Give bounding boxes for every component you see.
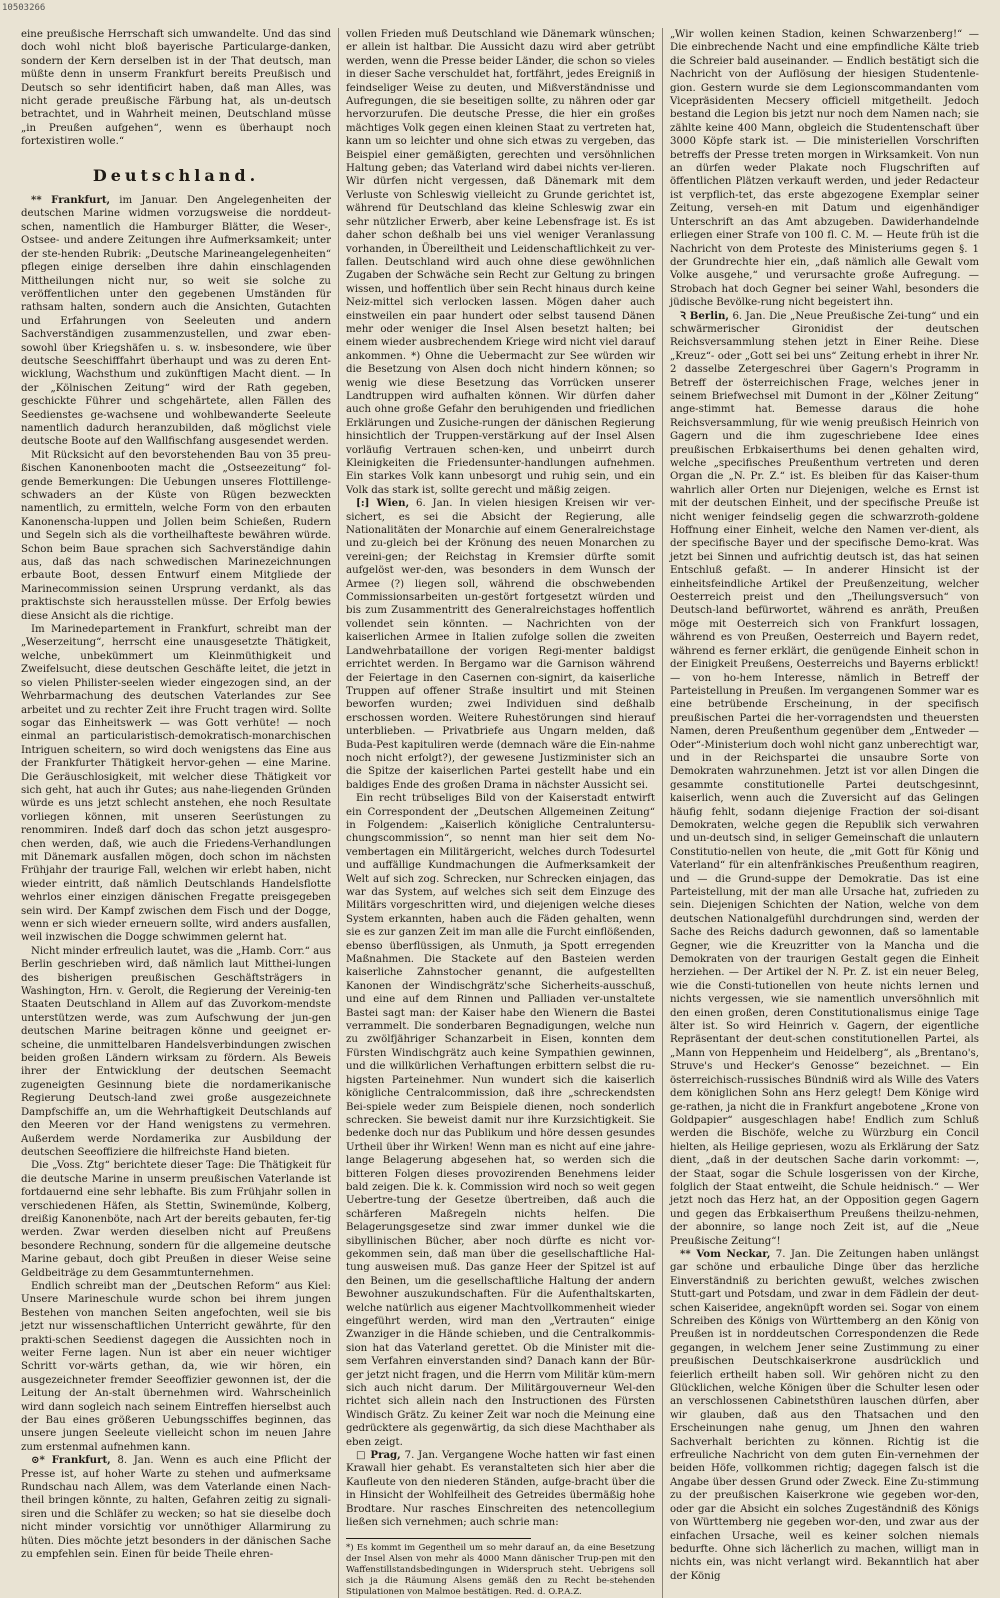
article-continuation: vollen Frieden muß Deutschland wie Dänemark wünschen; er allein ist haltbar. Die Aussicht dazu wird aber getrübt werden, wenn die Presse beider Länder, die schon so vieles in dieser Sache verschuldet hat, fortfährt, jedes Ereigniß in feindseliger Weise zu deuten, und Mißverständnisse und Aufregungen, die sie beseitigen sollte, zu nähren oder gar hervorzurufen. Die deutsche Presse, die hier ein großes mächtiges Volk gegen einen kleinen Staat zu vertreten hat, kann um so leichter und ohne sich etwas zu vergeben, das Beispiel einer gemäßigten, gerechten und versöhnlichen Haltung geben; das Vaterland wird dabei nichts ver-lieren. Wir dürfen nicht vergessen, daß Dänemark mit dem Verluste von Schleswig vielleicht zu Grunde gerichtet ist, während für Deutschland das kleine Schleswig zwar ein sehr nützlicher Erwerb, aber keine Lebensfrage ist. Es ist daher schon deßhalb bei uns viel weniger Veranlassung vorhanden, in Übereiltheit und Leidenschaftlichkeit zu ver-fallen. Deutschland wird auch ohne diese gewöhnlichen Zugaben der Schwäche sein Recht zur Geltung zu bringen wissen, und hoffentlich über sein Recht hinaus durch keine Neiz-mittel sich verlocken lassen. Mögen daher auch einstweilen ein paar hundert oder selbst tausend Dänen mehr oder weniger die Insel Alsen besetzt halten; bei einem wieder ausbrechendem Kriege wird nicht viel darauf ankommen. *) Ohne die Uebermacht zur See würden wir die Besetzung von Alsen doch nicht hindern können; so wenig wie diese Besetzung das Vorrücken unserer Landtruppen wird aufhalten können. Wir dürfen daher auch ohne große Gefahr den beruhigenden und friedlichen Erklärungen und Zusiche-rungen der dänischen Regierung hinsichtlich der Truppen-verstärkung auf der Insel Alsen vorläufig Vertrauen schen-ken, und unbeirrt durch Kleinigkeiten die Friedensunter-handlungen aufnehmen. Ein starkes Volk kann unbesorgt und ruhig sein, und ein Volk das stark ist, sollte gerecht und mäßig zeigen. (346, 29, 655, 496)
article-text: 8. Jan. Wenn es auch eine Pflicht der Presse ist, auf hoher Warte zu stehen und aufmerksame Rundschau nach Allem, was dem Vaterlande einen Nach-theil bringen könnte, zu halten, Gefahren zeitig zu signali-siren und die Schläfer zu wecken; so hat sie dieselbe doch nicht minder vorsichtig vor unnöthiger Allarmirung zu hüten. Dies möchte jetzt besonders in der dänischen Sache zu empfehlen sein. Einen für beide Theile ehren- (21, 1455, 331, 1561)
dateline: □ Prag, (356, 1449, 401, 1462)
dateline: ⊙* Frankfurt, (31, 1454, 111, 1467)
paragraph: Im Marinedepartement in Frankfurt, schreibt man der „Weserzeitung“, herrscht eine unausgesetzte Thätigkeit, welche, unbekümmert um Kleinmüthigkeit und Zweifelsucht, diese deutschen Geschäfte leitet, die jetzt in so vielen Philister-seelen wieder eingezogen sind, an der Wehrbarmachung des deutschen Vaterlandes zur See arbeitet und zu rechter Zeit ihre Frucht tragen wird. Sollte sogar das Einheitswerk — was Gott verhüte! — noch einmal an particularistisch-demokratisch-monarchischen Intriguen scheitern, so wird doch wenigstens das Eine aus der Frankfurter Thätigkeit hervor-gehen — eine Marine. Die Geräuschlosigkeit, mit welcher diese Thätigkeit vor sich geht, hat auch ihr Gutes; aus nahe-liegenden Gründen würde es uns jetzt schlecht anstehen, ehe noch Resultate vorliegen können, mit unseren Seerüstungen zu renommiren. Indeß darf doch das schon jetzt ausgespro-chen werden, daß, wie auch die Friedens-Verhandlungen mit Dänemark ausfallen mögen, doch schon im nächsten Frühjahr der traurige Fall, welchen wir erlebt haben, nicht wieder eintritt, daß nämlich Deutschlands Handelsflotte wehrlos einer einzigen dänischen Fregatte preisgegeben sein wird. Der Kampf zwischen dem Fisch und der Dogge, wenn er sich wieder erneuern sollte, wird anders ausfallen, weil inzwischen die Dogge schwimmen gelernt hat. (21, 624, 331, 944)
dateline: ** Vom Neckar, (680, 1247, 771, 1260)
article-neckar (670, 1248, 979, 1583)
section-heading (21, 165, 331, 185)
column-2 (338, 28, 662, 1598)
dateline: ** Frankfurt, (31, 194, 111, 207)
paragraph: Mit Rücksicht auf den bevorstehenden Bau von 35 preu-ßischen Kanonenbooten macht die „Ostseezeitung“ fol-gende Bemerkungen: Die Uebungen unseres Flottillenge-schwaders an der Küste von Rügen bezweckten namentlich, zu ermitteln, welche Form von den erbauten Kanonenscha-luppen und Jollen beim Schießen, Rudern und Segeln sich als die vortheilhafteste bewähren würde. Schon beim Baue sprachen sich Sachverständige dahin aus, daß das nach schwedischen Marinezeichnungen erbaute Boot, dessen Entwurf einem Mitgliede der Marinecommission seinen Ursprung verdankt, als das praktischste sich herausstellen müsse. Der Erfolg bewies diese Ansicht als die richtige. (21, 449, 331, 622)
paragraph: Ein recht trübseliges Bild von der Kaiserstadt entwirft ein Correspondent der „Deutschen Allgemeinen Zeitung“ in Folgendem: „Kaiserlich königliche Centraluntersu-chungscommission“, so nennt man hier seit dem No-vembertagen ein Militärgericht, welches durch Todesurtel und auffällige Kundmachungen die Aufmerksamkeit der Welt auf sich zog. Schrecken, nur Schrecken einjagen, das war das System, auf welches sich seit dem Einzuge des Militärs vorgeschritten wird, und diejenigen welche dieses System erkannten, haben auch die Fäden gehalten, wenn sie es zur ganzen Zeit im man alle die Furcht einflößenden, ebenso überflüssigen, als Unmuth, ja Spott erregenden Maßnahmen. Die Stackete auf den Basteien werden kaiserliche Zahnstocher genannt, die aufgestellten Kanonen der Windischgrätz'sche Sicherheits-ausschuß, und eine auf dem Rinnen und Palliaden ver-unstaltete Bastei sagt man: der Kaiser habe den Wienern die Bastei verrammelt. Die sonderbaren Begnadigungen, welche nun zu zwölfjähriger Schanzarbeit in Eisen, konnten dem Fürsten Windischgrätz auch keine Sympathien gewinnen, und die willkürlichen Verhaftungen erbittern selbst die ru-higsten Parteinehmer. Nun wundert sich die kaiserlich königliche Centralcommission, daß ihre „schreckendsten Bei-spiele weder zum Beispiele dienen, noch sonderlich schrecken. Sie beweist damit nur ihre Kurzsichtigkeit. Sie bedenke doch nur das Publikum und höre dessen gesundes Urtheil über ihr Wirken! Wenn man es nicht auf eine jahre-lange Belagerung abgesehen hat, so werden sich die bitteren Folgen dieses provozirenden Benehmens leider bald zeigen. Die k. k. Commission wird noch so weit gegen Uebertre-tung der Gesetze übertreiben, daß auch die schärferen Maßregeln nichts helfen. Die Belagerungsgesetze sind zwar immer dunkel wie die sibyllinischen Bücher, aber noch dürfte es nicht vor-gekommen sein, daß man über die gesellschaftliche Hal-tung ausweisen muß. Das ganze Heer der Spitzel ist auf den Beinen, um die gesellschaftliche Haltung der andern Bewohner auszukundschaften. Für die Aufenthaltskarten, welche natürlich aus eigener Machtvollkommenheit wieder eingeführt werden, wird man den „Vertrauten“ einige Zwanziger in die Hände schieben, und die Centralkommis-sion hat das Vaterland gerettet. Ob die Minister mit die-sem Verfahren einverstanden sind? Danach kann der Bür-ger jetzt nicht fragen, und die Herrn vom Militär küm-mern sich auch nicht darum. Der Militärgouverneur Wel-den richtet sich allein nach den Instructionen des Fürsten Windisch Grätz. Zu keiner Zeit war noch die Meinung eine gedrücktere als gegenwärtig, da sich diese Machthaber als eben zeigt. (346, 793, 655, 1448)
section-heading-text: Deutschland. (92, 165, 260, 185)
paragraph: Die „Voss. Ztg“ berichtete dieser Tage: Die Thätigkeit für die deutsche Marine in unserm preußischen Vaterlande ist fortdauernd eine sehr lebhafte. Bis zum Frühjahr sollen in verschiedenen Häfen, als Stettin, Swinemünde, Kolberg, dreißig Kanonenböte, nach Art der bereits gebauten, fer-tig werden. Zwar werden dieselben nicht auf Preußens besondere Rechnung, sondern für die allgemeine deutsche Marine gebaut, doch gibt Preußen in dieser Weise seine Geldbeiträge zu dem Gesammtunternehmen. (21, 1160, 331, 1279)
article-text: 7. Jan. Die Zeitungen haben unlängst gar schöne und erbauliche Dinge über das herzliche Einverständniß zu berichten gewußt, welches zwischen Stutt-gart und Potsdam, und zwar in dem Fädlein der deut-schen Kaiseridee, angeknüpft worden sei. Sogar von einem Schreiben des Königs von Württemberg an den König von Preußen ist in norddeutschen Correspondenzen die Rede gegangen, in welchem Jener seine Zustimmung zu einer preußischen Deutschkaiserkrone ausdrücklich und feierlich ertheilt haben soll. Wir gehören nicht zu den Glücklichen, welche Königen über die Schulter lesen oder an verschlossenen Cabinetsthüren lauschen dürfen, aber wir glauben, daß aus den Thatsachen und den Erscheinungen nahe genug, um Jhnen den wahren Sachverhalt berichten zu können. Richtig ist die erfreuliche Nachricht von dem guten Ein-vernehmen der beiden Höfe, vollkommen richtig; dagegen falsch ist die Angabe über dessen Grund oder Zweck. Eine Zu-stimmung zu der preußischen Kaiserkrone wie gegeben wor-den, oder gar die Absicht ein solches Zugeständniß des Königs von Württemberg nie gegeben wor-den, und zwar aus der einfachen Ursache, weil es keiner solchen niemals bedurfte. Ohne sich lächerlich zu machen, willigt man in nichts ein, was nicht verlangt wird. Bekanntlich hat aber der König (670, 1248, 979, 1582)
article-text: 6. Jan. In vielen hiesigen Kreisen wir ver-sichert, es sei die Absicht der Regierung, alle Nationalitäten der Monarchie auf einem Generalreichstage und zu-gleich bei der Krönung des neuen Monarchen zu vereini-gen; der Reichstag in Kremsier dürfte somit aufgelöst wer-den, was besonders in dem Wunsch der Armee (?) liegen soll, während die obschwebenden Commissionsarbeiten un-gestört fortgesetzt würden und bis zum Zusammentritt des Generalreichstages hoffentlich vollendet sein könnten. — Nachrichten von der kaiserlichen Armee in Italien zufolge sollen die zweiten Landwehrbataillone der vorigen Regi-menter baldigst errichtet werden. In Bergamo war die Garnison während der Feiertage in den Casernen con-signirt, da kaiserliche Truppen auf offener Straße insultirt und mit Steinen beworfen wurden; zwei Individuen sind deßhalb erschossen worden. Weitere Ruhestörungen sind hierauf unterblieben. — Privatbriefe aus Ungarn melden, daß Buda-Pest kapituliren werde (demnach wäre die Ein-nahme noch nicht erfolgt?), der gewesene Justizminister sich an die Spitze der kaiserlichen Partei gestellt habe und ein baldiges Ende des großen Drama in nächster Aussicht sei. (346, 498, 655, 791)
article-wien (346, 497, 655, 792)
article-text: 6. Jan. Die „Neue Preußische Zei-tung“ und ein schwärmerischer Gironidist der deutschen Reichsversammlung stehen jetzt in Einer Reihe. Diese „Kreuz“- oder „Gott sei bei uns“ Zeitung erhebt in ihrer Nr. 2 dasselbe Zetergeschrei über Gagern's Programm in Betreff der österreichischen Frage, welches jener in seinem Briefwechsel mit Dumont in der „Kölner Zeitung“ ange-stimmt hat. Bemesse daraus die hohe Reichsversammlung, für wie wenig preußisch Heinrich von Gagern und die ihm zugeschriebene Idee eines preußischen Erbkaiserthums bei denen gehalten wird, welche „specifisches Preußenthum vertreten und deren Organ die „N. Pr. Z.“ ist. Es bleiben für das Kaiser-thum wahrlich aller Orten nur Diejenigen, welche es Ernst ist mit der deutschen Einheit, und der specifische Preuße ist nicht weniger feindselig gegen die schwarzroth-goldene Hoffnung einer Einheit, welche den Namen ver-dient, als der specifische Bayer und der specifische Demo-krat. Was jetzt bei Sinnen und aufrichtig deutsch ist, das hat seinen Entschluß gefaßt. — In anderer Hinsicht ist der einheitsfeindliche Artikel der Preußenzeitung, welcher Oesterreich preist und den „Theilungsversuch“ von Deutsch-land befürwortet, während es anräth, Preußen möge mit Oesterreich sich von Frankfurt lossagen, während es von Preußen, Oesterreich und Bayern redet, während es ferner erklärt, die genügende Einheit schon in der Einigkeit Preußens, Oesterreichs und Bayerns erblickt! — von ho-hem Interesse, nämlich in Betreff der Parteistellung in Preußen. Im vergangenen Sommer war es eine betrübende Erscheinung, in der specifisch preußischen Partei die her-vorragendsten und theuersten Namen, deren Preußenthum gegenüber dem „Entweder — Oder“-Ministerium doch wohl nicht ganz unberechtigt war, und in der Reichspartei die unsaubre Sorte von Demokraten wahrzunehmen. Jetzt ist vor allen Dingen die gesammte constitutionelle Partei deutschgesinnt, kaiserlich, wenn auch die Zuversicht auf das Gelingen häufig fehlt, sodann diejenige Fraction der soi-disant Demokraten, welche gegen die Republik sich verwahren und un-deutsch sind, in seliger Gemeinschaft die unlautern Constitutio-nellen von heute, die „mit Gott für König und Vaterland“ für ein altenfränkisches Preußenthum reagiren, und — die Grund-suppe der Demokratie. Das ist eine Parteistellung, mit der man alle Ursache hat, zufrieden zu sein. Diejenigen Schichten der Nation, welche von dem deutschen Nationalgefühl durchdrungen sind, werden der Sache des Reichs dadurch gewonnen, daß so lamentable Gegner, wie die Kreuzritter von la Mancha und die Demokraten von der traurigen Gestalt gegen die Einheit herziehen. — Der Artikel der N. Pr. Z. ist ein neuer Beleg, wie die Consti-tutionellen von heute nichts lernen und nichts vergessen, wie sie namentlich unversöhnlich mit den einen großen, deren Constitutionalismus einige Tage älter ist. So wird Heinrich v. Gagern, der eigentliche Repräsentant der deut-schen constitutionellen Partei, als „Mann von Heppenheim und Heidelberg“, als „Brentano's, Struve's und Hecker's Genosse“ bezeichnet. — Ein österreichisch-russisches Bündniß wird als Wille des Vaters dem königlichen Sohn ans Herz gelegt! Dem Könige wird ge-rathen, ja nicht die in Frankfurt angebotene „Krone von Goldpapier“ ausgeschlagen habe! Endlich zum Schluß werden die Bischöfe, welche zu Würzburg ein Concil hielten, als Heilige gepriesen, wozu als Erklärung der Satz dient, „daß in der deutschen Sache darin vorkommt: —, der Staat, sogar die Schule losgerissen von der Kirche, folglich der Staat entweiht, die Schule heidnisch.“ — Wer jetzt noch das Herz hat, an der Opposition gegen Gagern und gegen das Erbkaiserthum Preußens theilzu-nehmen, der abonnire, so lange noch Zeit ist, auf die „Neue Preußische Zeitung“! (670, 310, 979, 1247)
footnote: *) Es kommt im Gegentheil um so mehr darauf an, da eine Besetzung der Insel Alsen von mehr als 4000 Mann dänischer Trup-pen mit den Waffenstillstandsbedingungen in Widerspruch steht. Uebrigens soll sich ja die Räumung Alsens gemäß den zu Recht be-stehenden Stipulationen von Malmoe bestätigen. Red. d. O.P.A.Z. (346, 1542, 655, 1597)
article-text: im Januar. Den Angelegenheiten der deutschen Marine widmen vorzugsweise die norddeut-schen, namentlich die Hamburger Blätter, die Weser-, Ostsee- und andere Zeitungen ihre Aufmerksamkeit; unter der ste-henden Rubrik: „Deutsche Marineangelegenheiten“ pflegen einige derselben ihre dahin einschlagenden Mittheilungen nicht nur, so weit sie solche zu veröffentlichen unter den gegebenen Umständen für rathsam halten, sondern auch die Ansichten, Gutachten und Erfahrungen von Seeleuten und andern Sachverständigen zusammenzustellen, und zwar eben-sowohl über Kriegshäfen u. s. w. insbesondere, wie über deutsche Seeschifffahrt überhaupt und was zu deren Ent-wicklung, Wachsthum und zukünftigen Macht dient. — In der „Kölnischen Zeitung“ wird der Rath gegeben, geschickte Führer und schgehärtete, allen Fällen des Seedienstes ge-wachsene und wohlbewanderte Seeleute namentlich dadurch heranzubilden, daß möglichst viele deutsche Boote auf den Wallfischfang ausgesendet werden. (21, 195, 331, 448)
article-text: 7. Jan. Vergangene Woche hatten wir fast einen Krawall hier gehabt. Es veranstalteten sich hier aber die Kaufleute von den niederen Ständen, aufge-bracht über die in Hinsicht der Wohlfeilheit des Getreides übermäßig hohe Brodtare. Nur rasches Einschreiten des netencollegium ließen sich vernehmen; auch schrie man: (346, 1450, 655, 1529)
column-3 (662, 28, 986, 1598)
dateline: [:] Wien, (356, 497, 410, 510)
paragraph: Endlich schreibt man der „Deutschen Reform“ aus Kiel: Unsere Marineschule wurde schon bei ihrem jungen Bestehen von manchen Seiten angefochten, weil sie bis jetzt nur wissenschaftlichen Unterricht gewährte, für den prakti-schen Seedienst dagegen die Aussichten noch in weiter Ferne lagen. Nun ist aber ein neuer wichtiger Schritt vor-wärts gethan, da, wie wir hören, ein ausgezeichneter fremder Seeoffizier gewonnen ist, der die Leitung der An-stalt übernehmen wird. Wahrscheinlich wird dann sogleich nach seinem Eintreffen hierselbst auch der Bau eines größeren Uebungsschiffes beginnen, das unsere jungen Seeleute vielleicht schon im neuen Jahre zum erstenmal aufnehmen kann. (21, 1280, 331, 1453)
article-continuation: eine preußische Herrschaft sich umwandelte. Und das sind doch wohl nicht bloß bayerische Particularge-danken, sondern der Kern derselben ist in der That deutsch, man müßte denn in unserm Frankfurt bereits Preußisch und Deutsch so sehr identificirt haben, daß man Alles, was nicht gerade preußische Färbung hat, als un-deutsch betrachtet, und in Wahrheit meinen, Deutschland müsse „in Preußen aufgehen“, wenn es überhaupt noch fortexistiren wolle.“ (21, 29, 331, 148)
article-berlin (670, 310, 979, 1248)
page-id: 10503266 (2, 3, 46, 13)
article-prag (346, 1449, 655, 1529)
columns (14, 28, 986, 1597)
article-continuation: „Wir wollen keinen Stadion, keinen Schwarzenberg!“ — Die einbrechende Nacht und eine empfindliche Kälte trieb die Schreier bald auseinander. — Endlich bestätigt sich die Nachricht von der Auflösung der hiesigen Studentenle-gion. Gestern wurde sie dem Legionscommandanten vom Vicepräsidenten Mecsery officiell mitgetheilt. Jedoch bestand die Legion bis jetzt nur noch dem Namen nach; sie zählte keine 400 Mann, obgleich die Studentenschaft über 3000 Köpfe stark ist. — Die ministeriellen Vorschriften betreffs der Presse treten morgen in Wirksamkeit. Von nun an dürfen weder Plakate noch Flugschriften auf öffentlichen Plätzen verkauft werden, und jeder Redacteur ist verpflich-tet, das erste abgezogene Exemplar seiner Zeitung, verseh-en mit Datum und eigenhändiger Unterschrift an das Amt abzugeben. Dawiderhandelnde erliegen einer Strafe von 100 fl. C. M. — Heute früh ist die Nachricht von dem Proteste des Ministeriums gegen §. 1 der Grundrechte hier ein, „daß nämlich alle Gewalt vom Volke ausgehe,“ und verursachte große Aufregung. — Strobach hat doch Gegner bei seiner Wahl, besonders die jüdische Bevölke-rung nicht begeistert ihn. (670, 29, 979, 309)
column-1 (14, 28, 338, 1598)
article-frankfurt-press (21, 1454, 331, 1561)
paragraph: Nicht minder erfreulich lautet, was die „Hamb. Corr.“ aus Berlin geschrieben wird, daß nämlich laut Mitthei-lungen des bisherigen preußischen Geschäftsträgers in Washington, Hrn. v. Gerolt, die Regierung der Vereinig-ten Staaten Deutschland in Allem auf das Zuvorkom-mendste unterstützen werde, was zum Aufschwung der jun-gen deutschen Marine beitragen könne und geeignet er-scheine, die unmittelbaren Handelsverbindungen zwischen beiden großen Ländern wirksam zu fördern. Als Beweis ihrer der Entwicklung der deutschen Seemacht zugeneigten Gesinnung biete die nordamerikanische Regierung Deutsch-land zwei große ausgezeichnete Dampfschiffe an, um die Wehrhaftigkeit Deutschlands auf den Meeren vor der Hand wenigstens zu vermehren. Außerdem werde Nordamerika zur Ausbildung der deutschen Seeoffiziere die hilfreichste Hand bieten. (21, 945, 331, 1158)
article-frankfurt-marine (21, 194, 331, 449)
footnote-rule (346, 1538, 531, 1539)
dateline: Ꝛ Berlin, (680, 309, 729, 322)
